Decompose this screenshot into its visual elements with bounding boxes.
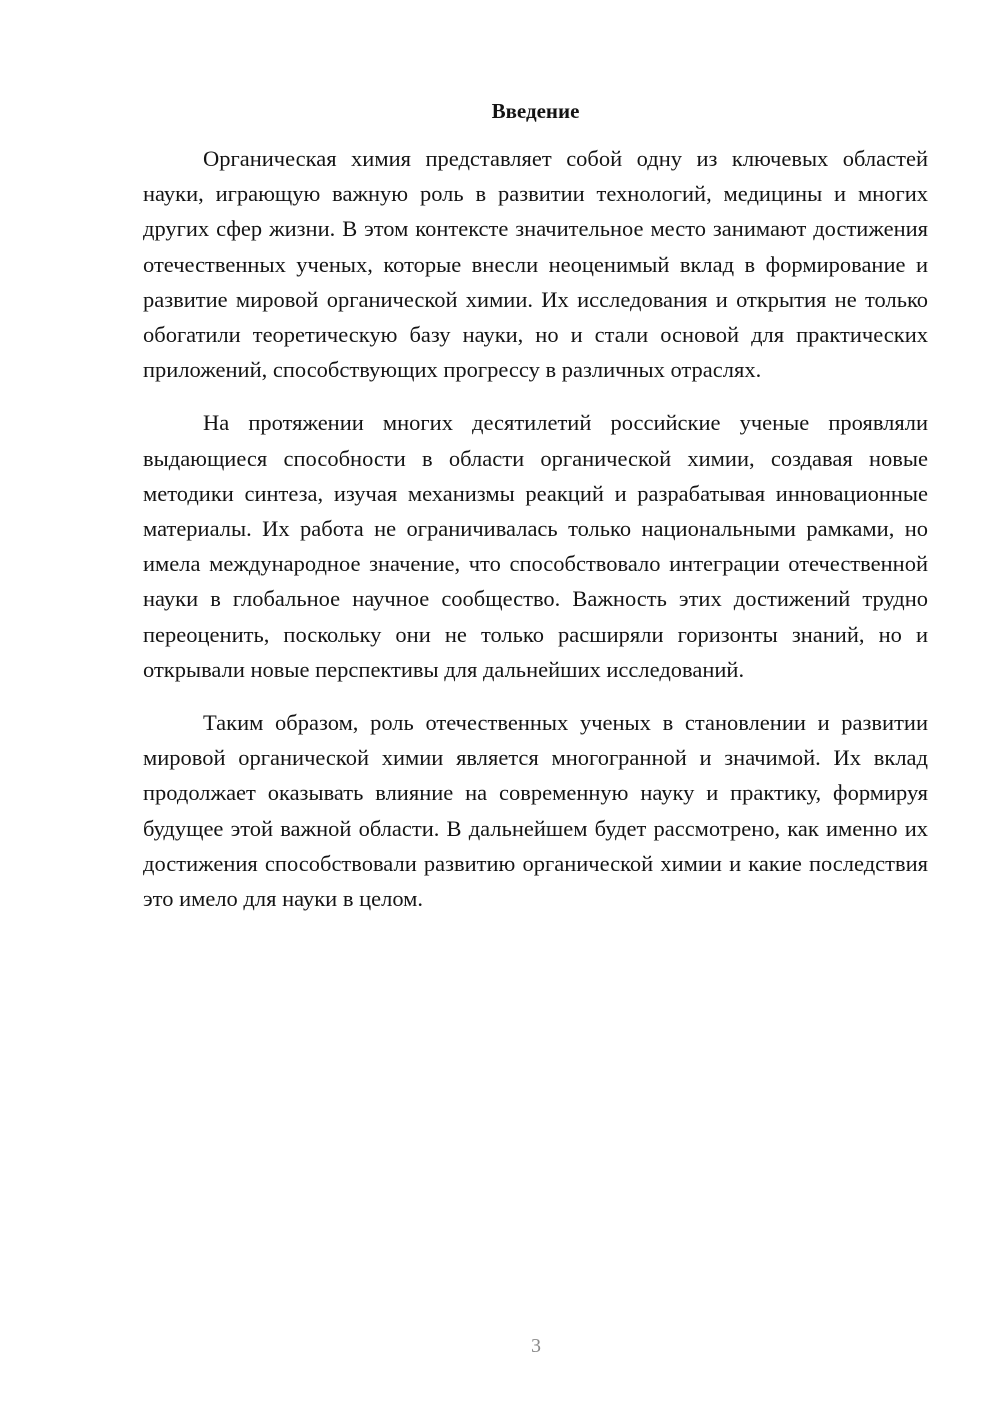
page-title: Введение <box>491 99 580 123</box>
document-body <box>143 96 928 934</box>
page-number: 3 <box>531 1335 541 1357</box>
paragraph-1: Органическая химия представляет собой одну из ключевых областей науки, играющую важную роль в развитии технологий, медицины и многих других сфер жизни. В этом контексте значительное место занимают достижения отечественных ученых, которые внесли неоценимый вклад в формирование и развитие мировой органической химии. Их исследования и открытия не только обогатили теоретическую базу науки, но и стали основой для практических приложений, способствующих прогрессу в различных отраслях. <box>143 146 928 383</box>
paragraph-3: Таким образом, роль отечественных ученых в становлении и развитии мировой органической химии является многогранной и значимой. Их вклад продолжает оказывать влияние на современную науку и практику, формируя будущее этой важной области. В дальнейшем будет рассмотрено, как именно их достижения способствовали развитию органической химии и какие последствия это имело для науки в целом. <box>143 710 928 912</box>
paragraph-2: На протяжении многих десятилетий российские ученые проявляли выдающиеся способности в области органической химии, создавая новые методики синтеза, изучая механизмы реакций и разрабатывая инновационные материалы. Их работа не ограничивалась только национальными рамками, но имела международное значение, что способствовало интеграции отечественной науки в глобальное научное сообщество. Важность этих достижений трудно переоценить, поскольку они не только расширяли горизонты знаний, но и открывали новые перспективы для дальнейших исследований. <box>143 410 928 682</box>
